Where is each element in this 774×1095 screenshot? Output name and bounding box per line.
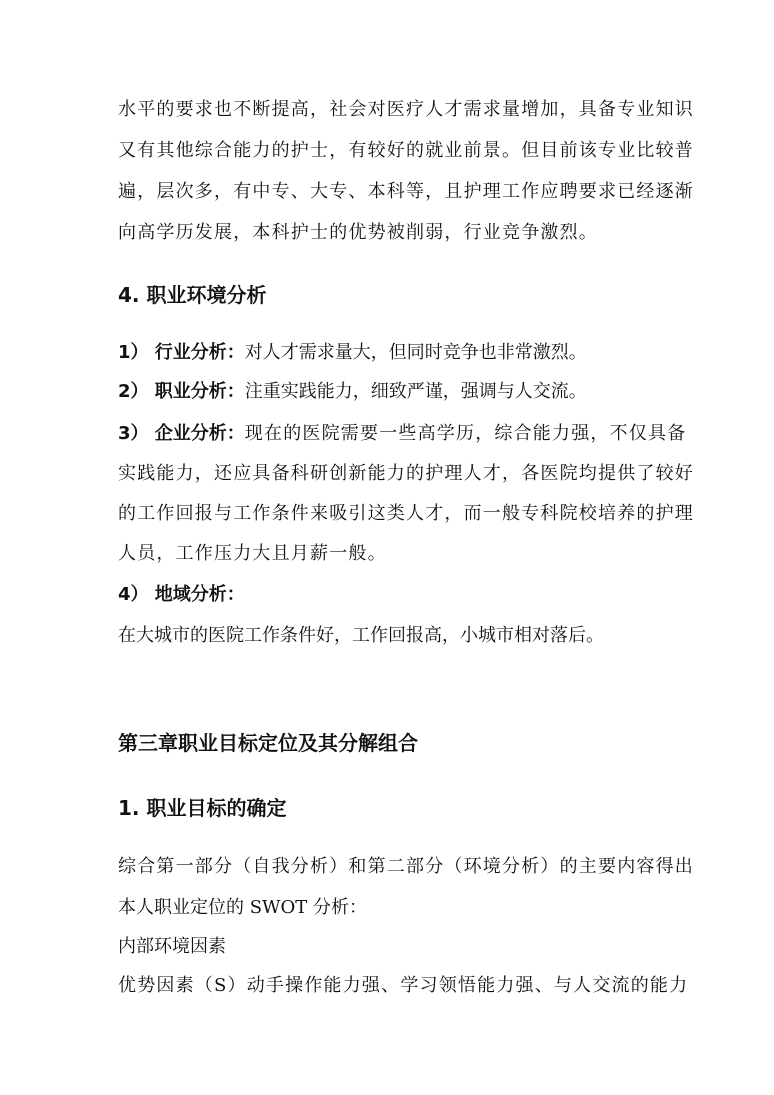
section-heading-environment-analysis: 4. 职业环境分析 — [118, 283, 267, 307]
list-item-enterprise-analysis — [118, 422, 686, 446]
list-item-label: 3） 企业分析： — [118, 423, 245, 444]
swot-intro-line-2: 本人职业定位的 SWOT 分析： — [118, 897, 368, 918]
intro-line-4: 向高学历发展，本科护士的优势被削弱，行业竞争激烈。 — [118, 222, 598, 243]
list-item-text: 注重实践能力，细致严谨，强调与人交流。 — [244, 381, 587, 402]
list-item-label: 1） 行业分析： — [118, 342, 245, 363]
list-item-text: 对人才需求量大，但同时竞争也非常激烈。 — [244, 342, 587, 363]
list-item-industry-analysis — [118, 341, 587, 365]
section-heading-goal-setting: 1. 职业目标的确定 — [118, 796, 287, 820]
region-analysis-text: 在大城市的医院工作条件好，工作回报高，小城市相对落后。 — [118, 625, 604, 646]
swot-intro-line-1: 综合第一部分（自我分析）和第二部分（环境分析）的主要内容得出 — [118, 856, 694, 877]
intro-line-1: 水平的要求也不断提高，社会对医疗人才需求量增加，具备专业知识 — [118, 99, 694, 120]
enterprise-analysis-line-2: 实践能力，还应具备科研创新能力的护理人才，各医院均提供了较好 — [118, 463, 694, 484]
strength-factors-line: 优势因素（S）动手操作能力强、学习领悟能力强、与人交流的能力 — [118, 975, 689, 996]
intro-line-3: 遍，层次多，有中专、大专、本科等，且护理工作应聘要求已经逐渐 — [118, 181, 694, 202]
enterprise-analysis-line-4: 人员，工作压力大且月薪一般。 — [118, 543, 387, 564]
list-item-region-analysis-label: 4） 地域分析： — [118, 584, 245, 605]
internal-factors-label: 内部环境因素 — [118, 936, 226, 957]
enterprise-analysis-line-3: 的工作回报与工作条件来吸引这类人才，而一般专科院校培养的护理 — [118, 503, 694, 524]
list-item-occupation-analysis — [118, 380, 587, 404]
intro-line-2: 又有其他综合能力的护士，有较好的就业前景。但目前该专业比较普 — [118, 140, 694, 161]
chapter-title: 第三章职业目标定位及其分解组合 — [118, 731, 418, 755]
list-item-text: 现在的医院需要一些高学历，综合能力强，不仅具备 — [244, 423, 687, 444]
list-item-label: 2） 职业分析： — [118, 381, 245, 402]
